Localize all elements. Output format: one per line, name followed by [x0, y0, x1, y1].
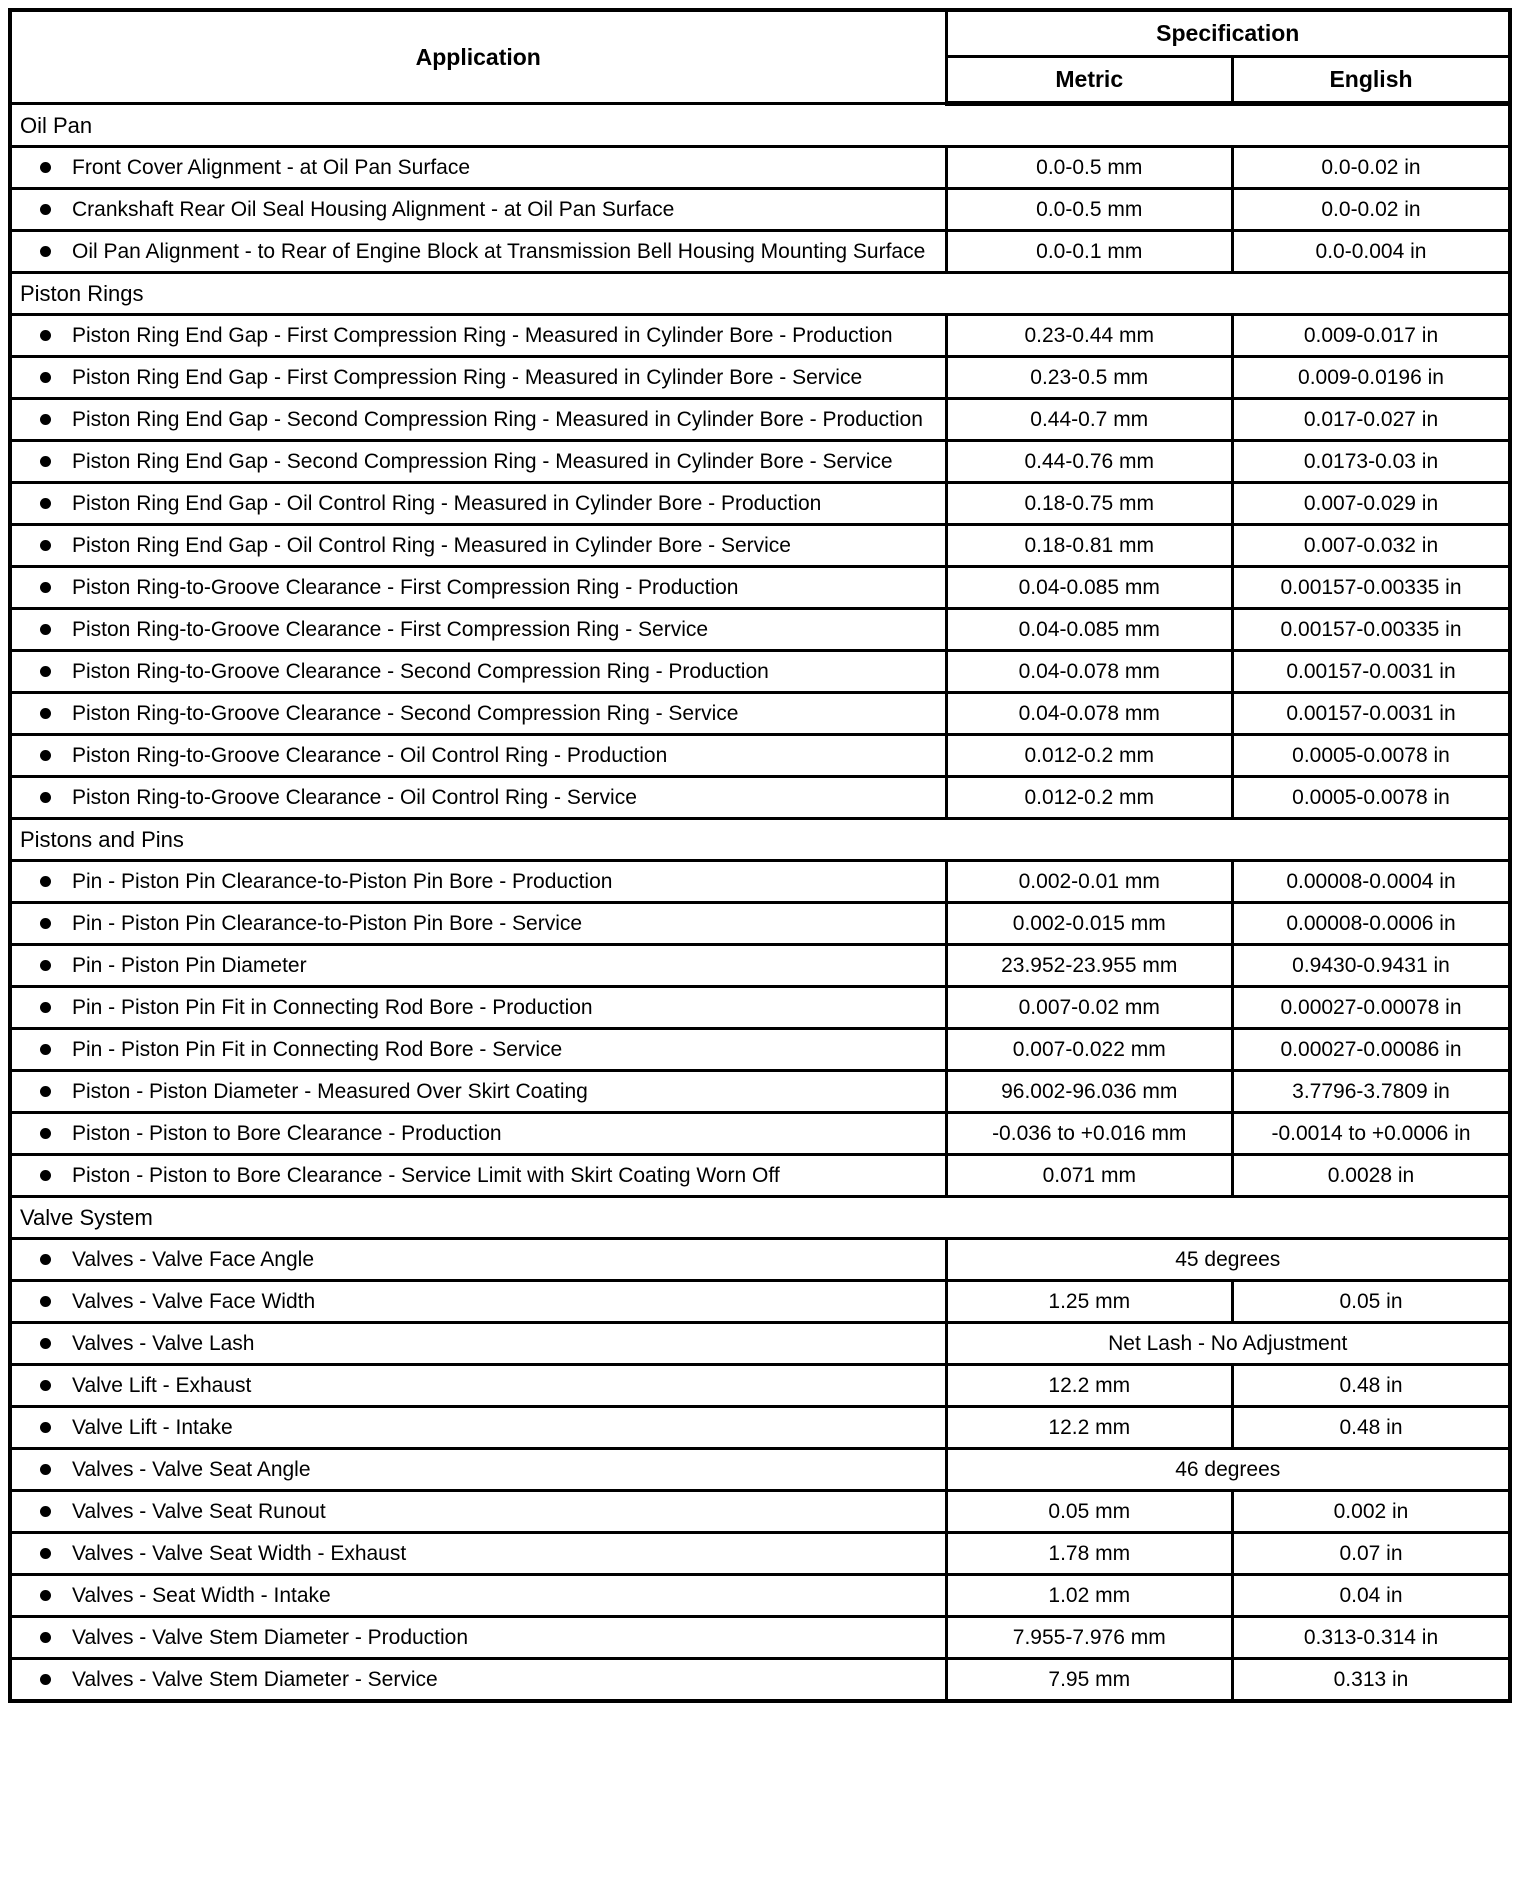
- engine-specifications-table: [8, 8, 1512, 1703]
- application-cell: [10, 1281, 946, 1323]
- metric-cell: 0.002-0.01 mm: [946, 861, 1233, 903]
- bullet-icon: [40, 246, 51, 257]
- application-text: Piston Ring End Gap - Second Compression Ring - Measured in Cylinder Bore - Production: [72, 408, 923, 431]
- application-cell: [10, 483, 946, 525]
- bullet-icon: [40, 540, 51, 551]
- metric-cell: 0.04-0.085 mm: [946, 609, 1233, 651]
- application-cell: [10, 1575, 946, 1617]
- spec-row: [10, 1533, 1510, 1575]
- bullet-icon: [40, 1632, 51, 1643]
- bullet-icon: [40, 372, 51, 383]
- spec-span-cell: 46 degrees: [946, 1449, 1510, 1491]
- application-text: Valves - Valve Seat Width - Exhaust: [72, 1542, 407, 1565]
- application-text: Piston Ring-to-Groove Clearance - Oil Control Ring - Service: [72, 786, 637, 809]
- spec-row: [10, 1071, 1510, 1113]
- application-cell: [10, 651, 946, 693]
- application-cell: [10, 441, 946, 483]
- bullet-icon: [40, 624, 51, 635]
- metric-cell: 0.18-0.75 mm: [946, 483, 1233, 525]
- spec-row: [10, 1155, 1510, 1197]
- application-text: Piston Ring-to-Groove Clearance - Second Compression Ring - Production: [72, 660, 769, 683]
- bullet-icon: [40, 582, 51, 593]
- application-text: Piston Ring End Gap - Second Compression Ring - Measured in Cylinder Bore - Service: [72, 450, 893, 473]
- english-cell: 0.313-0.314 in: [1233, 1617, 1511, 1659]
- metric-cell: 1.25 mm: [946, 1281, 1233, 1323]
- application-cell: [10, 1029, 946, 1071]
- application-text: Valves - Seat Width - Intake: [72, 1584, 331, 1607]
- english-cell: 0.0-0.02 in: [1233, 147, 1511, 189]
- metric-cell: 0.04-0.078 mm: [946, 693, 1233, 735]
- bullet-icon: [40, 876, 51, 887]
- english-cell: 0.00157-0.0031 in: [1233, 693, 1511, 735]
- application-cell: [10, 399, 946, 441]
- english-cell: 0.04 in: [1233, 1575, 1511, 1617]
- application-cell: [10, 861, 946, 903]
- spec-row: [10, 1575, 1510, 1617]
- metric-cell: 0.04-0.078 mm: [946, 651, 1233, 693]
- section-row: [10, 273, 1510, 315]
- application-cell: [10, 987, 946, 1029]
- english-cell: 0.48 in: [1233, 1365, 1511, 1407]
- bullet-icon: [40, 456, 51, 467]
- spec-row: [10, 735, 1510, 777]
- bullet-icon: [40, 1086, 51, 1097]
- specification-column-header: Specification: [946, 10, 1510, 57]
- application-cell: [10, 147, 946, 189]
- application-cell: [10, 1239, 946, 1281]
- metric-cell: 0.0-0.1 mm: [946, 231, 1233, 273]
- metric-cell: 0.002-0.015 mm: [946, 903, 1233, 945]
- metric-cell: 12.2 mm: [946, 1365, 1233, 1407]
- spec-row: [10, 483, 1510, 525]
- spec-row: [10, 1617, 1510, 1659]
- english-cell: 0.00157-0.00335 in: [1233, 567, 1511, 609]
- application-text: Valve Lift - Exhaust: [72, 1374, 252, 1397]
- spec-row: [10, 1323, 1510, 1365]
- application-cell: [10, 945, 946, 987]
- application-cell: [10, 693, 946, 735]
- spec-row: [10, 189, 1510, 231]
- application-text: Front Cover Alignment - at Oil Pan Surface: [72, 156, 471, 179]
- table-body: [10, 104, 1510, 1702]
- spec-row: [10, 777, 1510, 819]
- application-text: Valves - Valve Seat Angle: [72, 1458, 311, 1481]
- metric-cell: 0.18-0.81 mm: [946, 525, 1233, 567]
- application-cell: [10, 1533, 946, 1575]
- metric-cell: 1.02 mm: [946, 1575, 1233, 1617]
- spec-row: [10, 1449, 1510, 1491]
- application-cell: [10, 315, 946, 357]
- application-cell: [10, 903, 946, 945]
- application-cell: [10, 189, 946, 231]
- english-cell: 0.00157-0.0031 in: [1233, 651, 1511, 693]
- section-title: Valve System: [10, 1197, 1510, 1239]
- english-cell: 0.9430-0.9431 in: [1233, 945, 1511, 987]
- english-cell: 0.0-0.004 in: [1233, 231, 1511, 273]
- bullet-icon: [40, 414, 51, 425]
- application-text: Valve Lift - Intake: [72, 1416, 233, 1439]
- spec-row: [10, 1281, 1510, 1323]
- bullet-icon: [40, 1464, 51, 1475]
- application-cell: [10, 1323, 946, 1365]
- application-text: Pin - Piston Pin Fit in Connecting Rod Bore - Service: [72, 1038, 563, 1061]
- application-cell: [10, 777, 946, 819]
- bullet-icon: [40, 330, 51, 341]
- application-text: Valves - Valve Stem Diameter - Production: [72, 1626, 469, 1649]
- spec-span-cell: Net Lash - No Adjustment: [946, 1323, 1510, 1365]
- section-row: [10, 1197, 1510, 1239]
- application-text: Piston Ring-to-Groove Clearance - First Compression Ring - Production: [72, 576, 739, 599]
- spec-row: [10, 693, 1510, 735]
- application-text: Piston Ring-to-Groove Clearance - Oil Control Ring - Production: [72, 744, 668, 767]
- bullet-icon: [40, 1128, 51, 1139]
- bullet-icon: [40, 498, 51, 509]
- metric-cell: 23.952-23.955 mm: [946, 945, 1233, 987]
- spec-row: [10, 357, 1510, 399]
- metric-column-header: Metric: [946, 57, 1233, 104]
- application-cell: [10, 1155, 946, 1197]
- metric-cell: 0.012-0.2 mm: [946, 777, 1233, 819]
- spec-row: [10, 147, 1510, 189]
- english-cell: 3.7796-3.7809 in: [1233, 1071, 1511, 1113]
- application-text: Valves - Valve Face Angle: [72, 1248, 315, 1271]
- table-header: [10, 10, 1510, 104]
- metric-cell: 0.23-0.5 mm: [946, 357, 1233, 399]
- english-cell: 0.313 in: [1233, 1659, 1511, 1702]
- application-cell: [10, 1491, 946, 1533]
- metric-cell: 0.23-0.44 mm: [946, 315, 1233, 357]
- application-cell: [10, 1407, 946, 1449]
- application-text: Valves - Valve Seat Runout: [72, 1500, 326, 1523]
- metric-cell: 96.002-96.036 mm: [946, 1071, 1233, 1113]
- english-cell: 0.002 in: [1233, 1491, 1511, 1533]
- spec-row: [10, 1239, 1510, 1281]
- application-column-header: Application: [10, 10, 946, 104]
- application-text: Oil Pan Alignment - to Rear of Engine Block at Transmission Bell Housing Mounting Surface: [72, 240, 926, 263]
- english-cell: 0.00027-0.00078 in: [1233, 987, 1511, 1029]
- spec-row: [10, 525, 1510, 567]
- english-cell: 0.0005-0.0078 in: [1233, 777, 1511, 819]
- section-row: [10, 819, 1510, 861]
- spec-row: [10, 609, 1510, 651]
- spec-row: [10, 1113, 1510, 1155]
- application-cell: [10, 231, 946, 273]
- application-cell: [10, 735, 946, 777]
- spec-row: [10, 1029, 1510, 1071]
- bullet-icon: [40, 1338, 51, 1349]
- application-text: Piston Ring End Gap - First Compression Ring - Measured in Cylinder Bore - Production: [72, 324, 893, 347]
- spec-row: [10, 1659, 1510, 1702]
- bullet-icon: [40, 750, 51, 761]
- application-text: Crankshaft Rear Oil Seal Housing Alignment - at Oil Pan Surface: [72, 198, 675, 221]
- metric-cell: 0.44-0.76 mm: [946, 441, 1233, 483]
- english-cell: 0.0173-0.03 in: [1233, 441, 1511, 483]
- spec-row: [10, 903, 1510, 945]
- bullet-icon: [40, 1422, 51, 1433]
- header-row-specification: [10, 10, 1510, 57]
- english-cell: 0.07 in: [1233, 1533, 1511, 1575]
- bullet-icon: [40, 918, 51, 929]
- application-text: Piston - Piston to Bore Clearance - Production: [72, 1122, 502, 1145]
- bullet-icon: [40, 1002, 51, 1013]
- application-text: Piston - Piston Diameter - Measured Over Skirt Coating: [72, 1080, 588, 1103]
- application-text: Piston Ring-to-Groove Clearance - Second Compression Ring - Service: [72, 702, 739, 725]
- bullet-icon: [40, 960, 51, 971]
- application-text: Pin - Piston Pin Diameter: [72, 954, 307, 977]
- application-text: Piston Ring-to-Groove Clearance - First Compression Ring - Service: [72, 618, 709, 641]
- spec-row: [10, 945, 1510, 987]
- spec-row: [10, 399, 1510, 441]
- bullet-icon: [40, 792, 51, 803]
- bullet-icon: [40, 1296, 51, 1307]
- section-title: Pistons and Pins: [10, 819, 1510, 861]
- english-cell: 0.0028 in: [1233, 1155, 1511, 1197]
- application-cell: [10, 525, 946, 567]
- application-cell: [10, 1617, 946, 1659]
- english-cell: 0.48 in: [1233, 1407, 1511, 1449]
- spec-row: [10, 441, 1510, 483]
- spec-row: [10, 1407, 1510, 1449]
- section-title: Oil Pan: [10, 104, 1510, 147]
- english-column-header: English: [1233, 57, 1511, 104]
- bullet-icon: [40, 1380, 51, 1391]
- section-row: [10, 104, 1510, 147]
- english-cell: 0.007-0.032 in: [1233, 525, 1511, 567]
- bullet-icon: [40, 204, 51, 215]
- application-cell: [10, 1659, 946, 1702]
- application-text: Piston Ring End Gap - Oil Control Ring - Measured in Cylinder Bore - Service: [72, 534, 791, 557]
- application-text: Pin - Piston Pin Clearance-to-Piston Pin Bore - Production: [72, 870, 613, 893]
- bullet-icon: [40, 1548, 51, 1559]
- application-text: Piston - Piston to Bore Clearance - Service Limit with Skirt Coating Worn Off: [72, 1164, 780, 1187]
- application-text: Valves - Valve Stem Diameter - Service: [72, 1668, 438, 1691]
- application-text: Piston Ring End Gap - First Compression Ring - Measured in Cylinder Bore - Service: [72, 366, 863, 389]
- english-cell: 0.05 in: [1233, 1281, 1511, 1323]
- bullet-icon: [40, 1506, 51, 1517]
- application-cell: [10, 1449, 946, 1491]
- spec-span-cell: 45 degrees: [946, 1239, 1510, 1281]
- english-cell: 0.00008-0.0004 in: [1233, 861, 1511, 903]
- application-cell: [10, 567, 946, 609]
- metric-cell: 12.2 mm: [946, 1407, 1233, 1449]
- application-text: Pin - Piston Pin Fit in Connecting Rod Bore - Production: [72, 996, 593, 1019]
- application-cell: [10, 357, 946, 399]
- spec-row: [10, 315, 1510, 357]
- metric-cell: 0.007-0.022 mm: [946, 1029, 1233, 1071]
- bullet-icon: [40, 1170, 51, 1181]
- metric-cell: 0.0-0.5 mm: [946, 147, 1233, 189]
- metric-cell: 7.955-7.976 mm: [946, 1617, 1233, 1659]
- metric-cell: -0.036 to +0.016 mm: [946, 1113, 1233, 1155]
- metric-cell: 0.012-0.2 mm: [946, 735, 1233, 777]
- bullet-icon: [40, 1254, 51, 1265]
- application-cell: [10, 609, 946, 651]
- application-cell: [10, 1113, 946, 1155]
- metric-cell: 0.071 mm: [946, 1155, 1233, 1197]
- spec-row: [10, 231, 1510, 273]
- spec-row: [10, 1365, 1510, 1407]
- bullet-icon: [40, 1674, 51, 1685]
- metric-cell: 0.007-0.02 mm: [946, 987, 1233, 1029]
- spec-row: [10, 651, 1510, 693]
- bullet-icon: [40, 1044, 51, 1055]
- metric-cell: 7.95 mm: [946, 1659, 1233, 1702]
- bullet-icon: [40, 162, 51, 173]
- english-cell: 0.009-0.0196 in: [1233, 357, 1511, 399]
- english-cell: -0.0014 to +0.0006 in: [1233, 1113, 1511, 1155]
- application-text: Piston Ring End Gap - Oil Control Ring - Measured in Cylinder Bore - Production: [72, 492, 822, 515]
- english-cell: 0.007-0.029 in: [1233, 483, 1511, 525]
- application-text: Pin - Piston Pin Clearance-to-Piston Pin Bore - Service: [72, 912, 583, 935]
- application-cell: [10, 1365, 946, 1407]
- spec-row: [10, 1491, 1510, 1533]
- application-text: Valves - Valve Face Width: [72, 1290, 316, 1313]
- application-cell: [10, 1071, 946, 1113]
- bullet-icon: [40, 1590, 51, 1601]
- english-cell: 0.0005-0.0078 in: [1233, 735, 1511, 777]
- spec-row: [10, 861, 1510, 903]
- english-cell: 0.017-0.027 in: [1233, 399, 1511, 441]
- metric-cell: 1.78 mm: [946, 1533, 1233, 1575]
- english-cell: 0.00157-0.00335 in: [1233, 609, 1511, 651]
- metric-cell: 0.0-0.5 mm: [946, 189, 1233, 231]
- bullet-icon: [40, 708, 51, 719]
- metric-cell: 0.04-0.085 mm: [946, 567, 1233, 609]
- english-cell: 0.0-0.02 in: [1233, 189, 1511, 231]
- spec-row: [10, 987, 1510, 1029]
- bullet-icon: [40, 666, 51, 677]
- english-cell: 0.00008-0.0006 in: [1233, 903, 1511, 945]
- application-text: Valves - Valve Lash: [72, 1332, 255, 1355]
- english-cell: 0.00027-0.00086 in: [1233, 1029, 1511, 1071]
- metric-cell: 0.44-0.7 mm: [946, 399, 1233, 441]
- metric-cell: 0.05 mm: [946, 1491, 1233, 1533]
- section-title: Piston Rings: [10, 273, 1510, 315]
- english-cell: 0.009-0.017 in: [1233, 315, 1511, 357]
- spec-row: [10, 567, 1510, 609]
